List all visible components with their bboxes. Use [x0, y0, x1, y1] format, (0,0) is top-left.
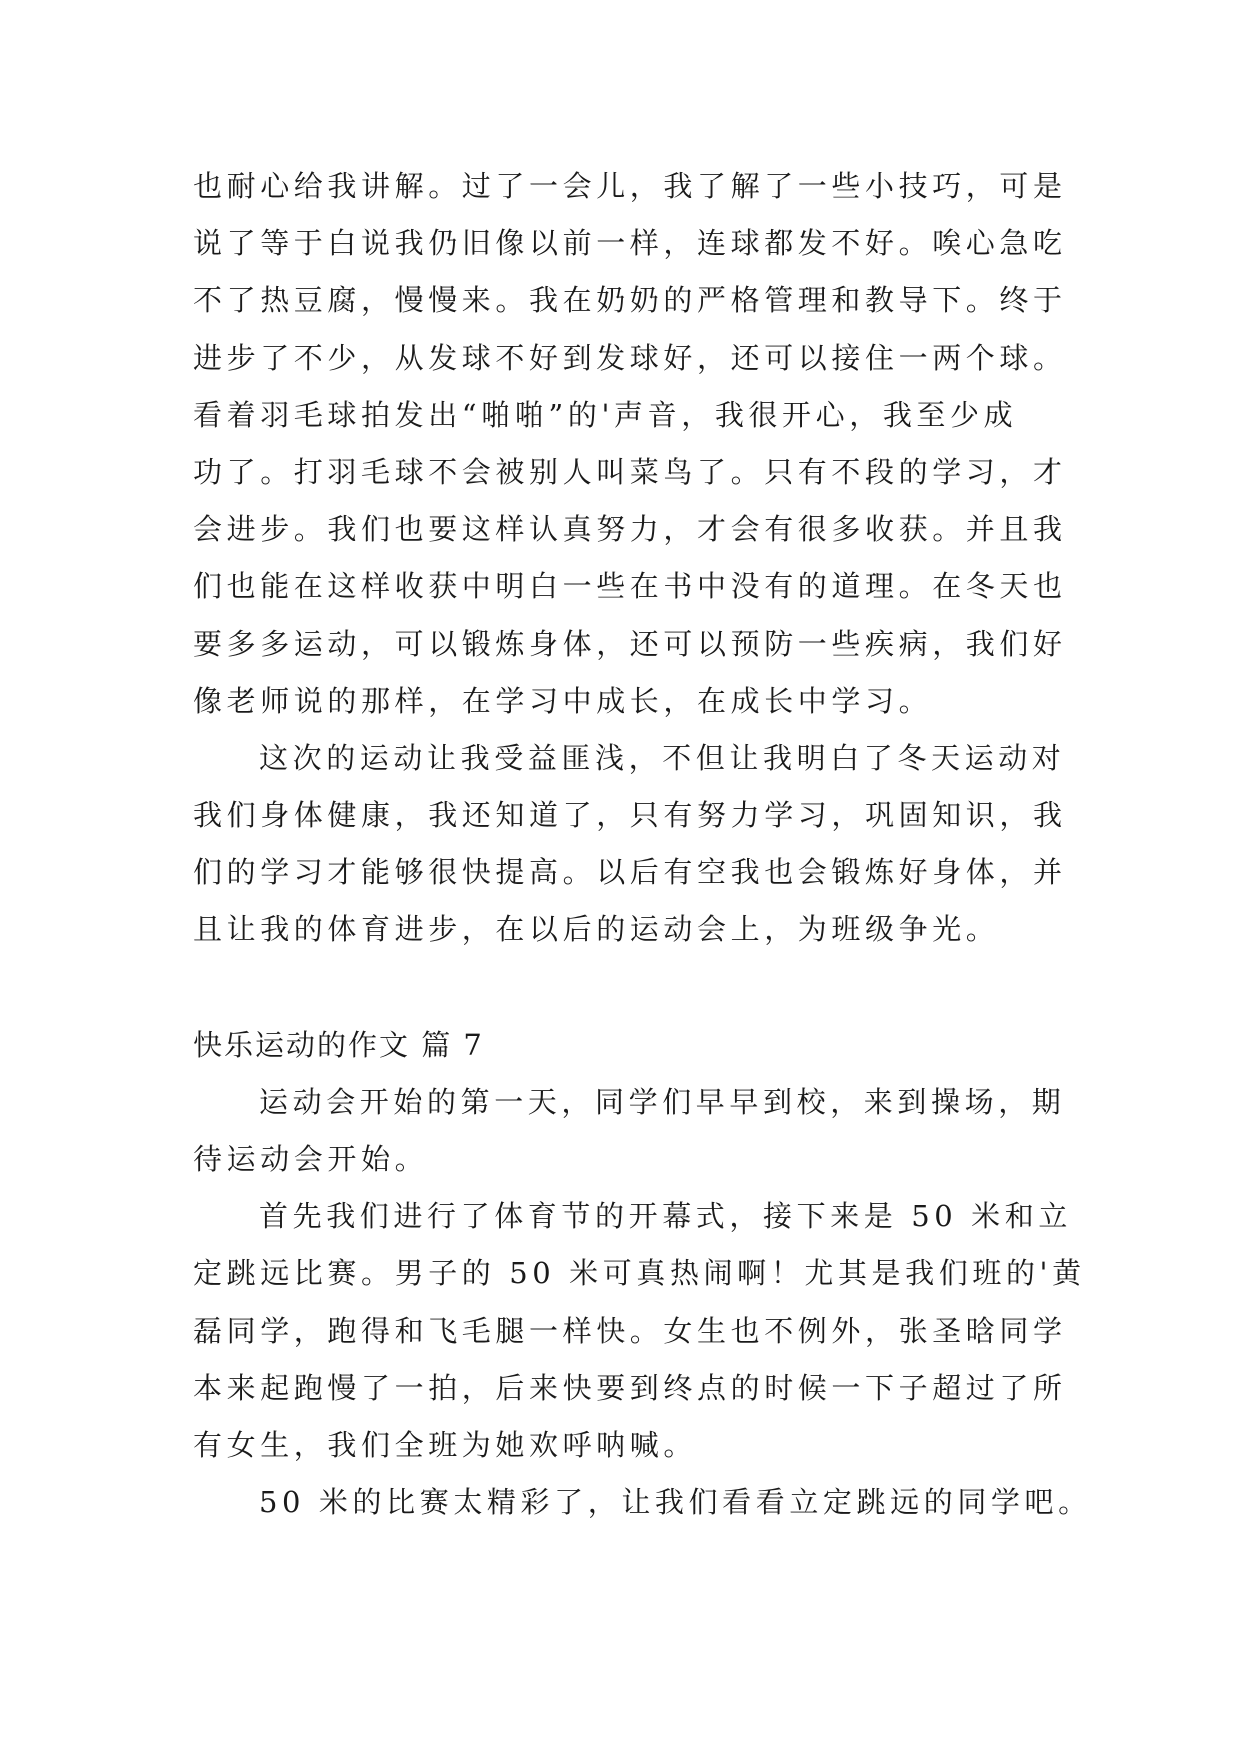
text-line: 定跳远比赛。男子的 50 米可真热闹啊！尤其是我们班的'黄 — [193, 1256, 1086, 1291]
text-line: 首先我们进行了体育节的开幕式，接下来是 50 米和立 — [259, 1199, 1072, 1234]
text-line: 运动会开始的第一天，同学们早早到校，来到操场，期 — [259, 1084, 1066, 1119]
paragraph — [193, 1474, 1093, 1531]
text-line: 磊同学，跑得和飞毛腿一样快。女生也不例外，张圣晗同学 — [193, 1313, 1067, 1348]
paragraph — [193, 158, 1093, 730]
text-line: 像老师说的那样，在学习中成长，在成长中学习。 — [193, 683, 933, 718]
text-line: 进步了不少，从发球不好到发球好，还可以接住一两个球。 — [193, 340, 1067, 375]
paragraph — [193, 1074, 1093, 1188]
text-line: 说了等于白说我仍旧像以前一样，连球都发不好。唉心急吃 — [193, 226, 1067, 261]
section-title: 快乐运动的作文 篇 7 — [193, 1027, 484, 1062]
text-line: 本来起跑慢了一拍，后来快要到终点的时候一下子超过了所 — [193, 1370, 1067, 1405]
text-line: 们的学习才能够很快提高。以后有空我也会锻炼好身体，并 — [193, 855, 1067, 890]
text-line: 这次的运动让我受益匪浅，不但让我明白了冬天运动对 — [259, 740, 1066, 775]
text-line: 功了。打羽毛球不会被别人叫菜鸟了。只有不段的学习，才 — [193, 454, 1067, 489]
text-line: 且让我的体育进步，在以后的运动会上，为班级争光。 — [193, 912, 1000, 947]
text-line: 要多多运动，可以锻炼身体，还可以预防一些疾病，我们好 — [193, 626, 1067, 661]
text-line: 会进步。我们也要这样认真努力，才会有很多收获。并且我 — [193, 512, 1067, 547]
text-line: 有女生，我们全班为她欢呼呐喊。 — [193, 1427, 698, 1462]
paragraph — [193, 730, 1093, 959]
text-line: 也耐心给我讲解。过了一会儿，我了解了一些小技巧，可是 — [193, 169, 1067, 203]
text-line: 待运动会开始。 — [193, 1142, 429, 1176]
text-line: 我们身体健康，我还知道了，只有努力学习，巩固知识，我 — [193, 798, 1067, 833]
text-line: 看着羽毛球拍发出“啪啪”的'声音，我很开心，我至少成 — [193, 397, 1018, 432]
text-line: 们也能在这样收获中明白一些在书中没有的道理。在冬天也 — [193, 569, 1067, 604]
paragraph — [193, 1188, 1093, 1474]
text-line: 50 米的比赛太精彩了，让我们看看立定跳远的同学吧。 — [259, 1485, 1092, 1520]
text-line: 不了热豆腐，慢慢来。我在奶奶的严格管理和教导下。终于 — [193, 283, 1067, 318]
document-body — [193, 158, 1093, 1531]
